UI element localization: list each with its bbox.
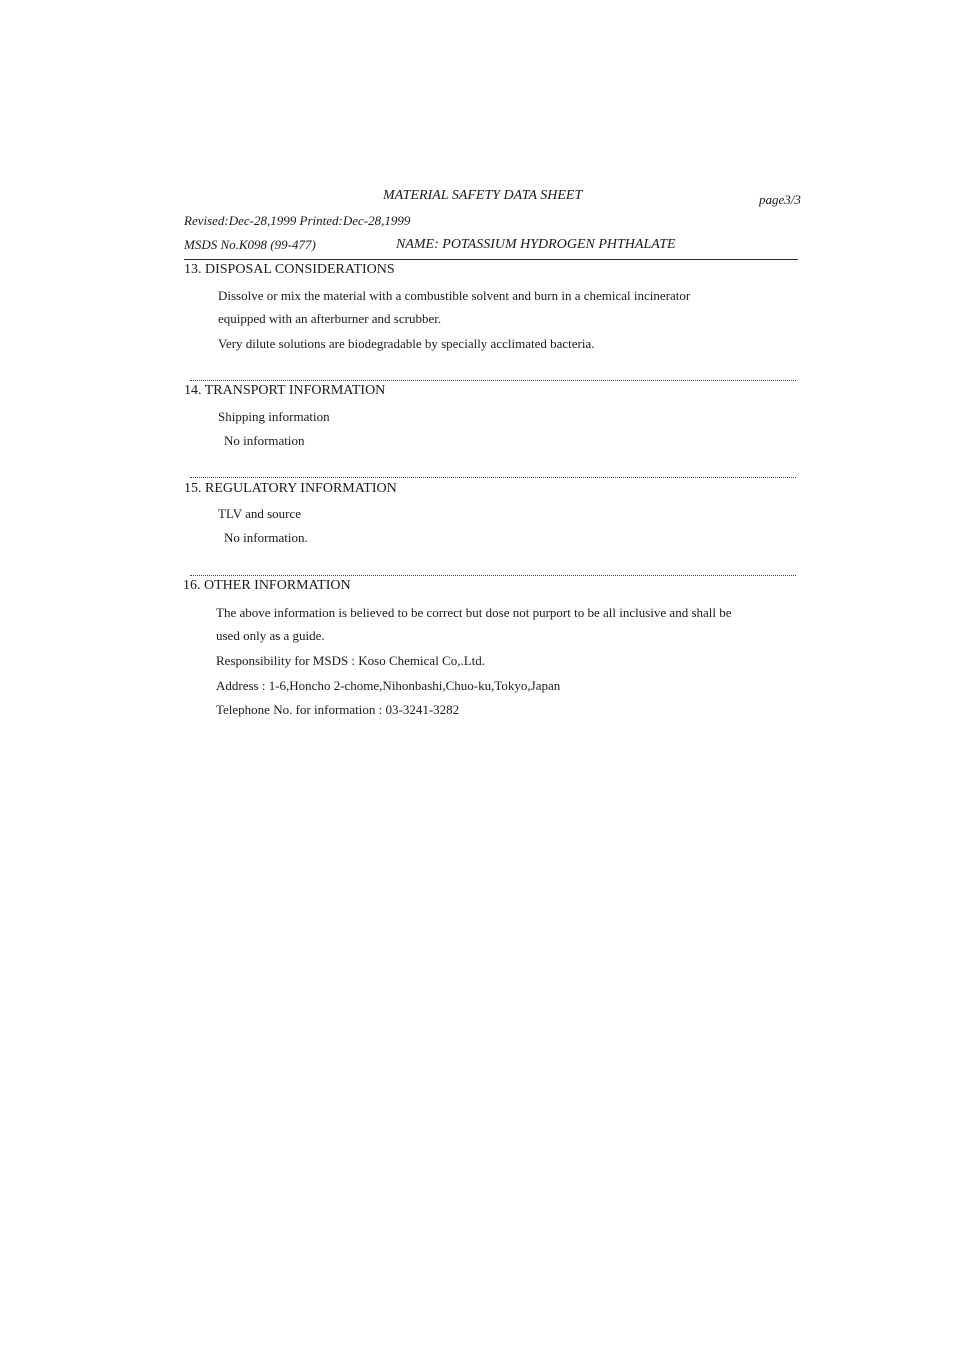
section-16-line: Address : 1-6,Honcho 2-chome,Nihonbashi,Chuo-ku,Tokyo,Japan <box>216 678 561 693</box>
section-16-line: Telephone No. for information : 03-3241-3282 <box>216 702 460 717</box>
section-16-line: The above information is believed to be correct but dose not purport to be all inclusive and shall be <box>216 605 732 620</box>
section-divider <box>190 575 796 576</box>
header-rule <box>184 259 798 260</box>
section-15-line: No information. <box>224 530 308 545</box>
section-16-line: Responsibility for MSDS : Koso Chemical Co,.Ltd. <box>216 653 486 668</box>
section-13-heading: 13. DISPOSAL CONSIDERATIONS <box>184 262 395 277</box>
document-title: MATERIAL SAFETY DATA SHEET <box>383 188 583 203</box>
section-16-heading: 16. OTHER INFORMATION <box>183 578 351 593</box>
section-13-line: equipped with an afterburner and scrubber. <box>218 311 442 326</box>
section-16-line: used only as a guide. <box>216 628 325 643</box>
section-13-line: Dissolve or mix the material with a combustible solvent and burn in a chemical incinerator <box>218 288 691 303</box>
msds-number: MSDS No.K098 (99-477) <box>184 237 316 252</box>
section-14-line: No information <box>224 433 305 448</box>
section-14-line: Shipping information <box>218 409 330 424</box>
section-15-heading: 15. REGULATORY INFORMATION <box>184 481 397 496</box>
section-14-heading: 14. TRANSPORT INFORMATION <box>184 383 386 398</box>
section-divider <box>190 380 796 381</box>
revision-print-dates: Revised:Dec-28,1999 Printed:Dec-28,1999 <box>184 213 411 228</box>
section-15-line: TLV and source <box>218 506 302 521</box>
section-13-line: Very dilute solutions are biodegradable by specially acclimated bacteria. <box>218 336 595 351</box>
product-name: NAME: POTASSIUM HYDROGEN PHTHALATE <box>396 237 676 252</box>
section-divider <box>190 477 796 478</box>
page-number: page3/3 <box>759 192 801 207</box>
